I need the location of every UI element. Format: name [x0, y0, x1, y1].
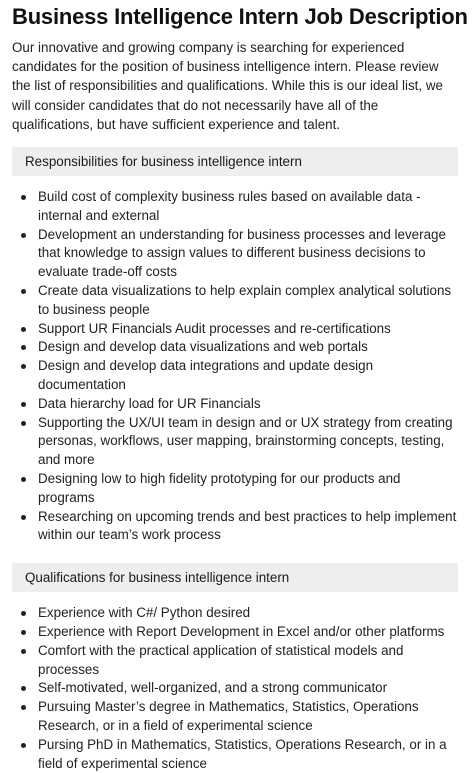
list-item-text: Pursing PhD in Mathematics, Statistics, Operations Research, or in a field of experimental science: [38, 736, 447, 771]
bullet-icon: [21, 686, 26, 691]
bullet-icon: [21, 402, 26, 407]
bullet-icon: [21, 705, 26, 710]
list-item-text: Support UR Financials Audit processes and re-certifications: [38, 320, 391, 336]
list-item-text: Self-motivated, well-organized, and a strong communicator: [38, 680, 388, 696]
list-item: [12, 282, 458, 320]
list-item-text: Design and develop data visualizations and web portals: [38, 339, 368, 355]
responsibilities-heading: Responsibilities for business intelligence intern: [12, 147, 458, 176]
list-item: [12, 357, 458, 395]
list-item-text: Supporting the UX/UI team in design and or UX strategy from creating personas, workflows, user mapping, brainstorming concepts, testing, and more: [38, 414, 453, 468]
list-item-text: Data hierarchy load for UR Financials: [38, 395, 261, 411]
list-item-text: Researching on upcoming trends and best practices to help implement within our team’s work process: [38, 508, 457, 543]
list-item-text: Design and develop data integrations and update design documentation: [38, 358, 374, 392]
list-item: [12, 698, 458, 736]
list-item: [12, 226, 458, 282]
list-item: [12, 470, 458, 508]
bullet-icon: [21, 611, 26, 616]
page-title: Business Intelligence Intern Job Description: [12, 4, 468, 29]
responsibilities-list: [12, 188, 458, 545]
list-item-text: Create data visualizations to help explain complex analytical solutions to business people: [38, 283, 452, 317]
list-item: [12, 642, 458, 680]
bullet-icon: [21, 515, 26, 520]
bullet-icon: [21, 345, 26, 350]
list-item: [12, 395, 458, 414]
bullet-icon: [21, 477, 26, 482]
bullet-icon: [21, 743, 26, 748]
bullet-icon: [21, 195, 26, 200]
list-item: [12, 320, 458, 339]
bullet-icon: [21, 649, 26, 654]
list-item-text: Experience with Report Development in Excel and/or other platforms: [38, 623, 445, 639]
list-item-text: Development an understanding for business processes and leverage that knowledge to assign values to different business decisions to evaluate trade-off costs: [38, 226, 446, 280]
list-item: [12, 623, 458, 642]
bullet-icon: [21, 289, 26, 294]
bullet-icon: [21, 327, 26, 332]
bullet-icon: [21, 421, 26, 426]
list-item-text: Comfort with the practical application of statistical models and processes: [38, 642, 404, 677]
qualifications-list: [12, 604, 458, 773]
list-item: [12, 508, 458, 546]
bullet-icon: [21, 364, 26, 369]
list-item: [12, 188, 458, 226]
bullet-icon: [21, 630, 26, 635]
list-item-text: Designing low to high fidelity prototyping for our products and programs: [38, 470, 401, 505]
list-item: [12, 338, 458, 357]
list-item: [12, 604, 458, 623]
list-item-text: Build cost of complexity business rules based on available data - internal and external: [38, 189, 421, 223]
qualifications-heading: Qualifications for business intelligence intern: [12, 563, 458, 592]
list-item: [12, 736, 458, 773]
list-item-text: Experience with C#/ Python desired: [38, 605, 251, 621]
intro-paragraph: Our innovative and growing company is searching for experienced candidates for the position of business intelligence intern. Please review the list of responsibilities and qualifications. While this is our ideal list, we will consider candidates that do not necessarily have all of the qualifications, but have sufficient experience and talent.: [12, 40, 443, 132]
list-item-text: Pursuing Master’s degree in Mathematics, Statistics, Operations Research, or in a field of experimental science: [38, 699, 419, 733]
list-item: [12, 679, 458, 698]
list-item: [12, 414, 458, 470]
bullet-icon: [21, 233, 26, 238]
